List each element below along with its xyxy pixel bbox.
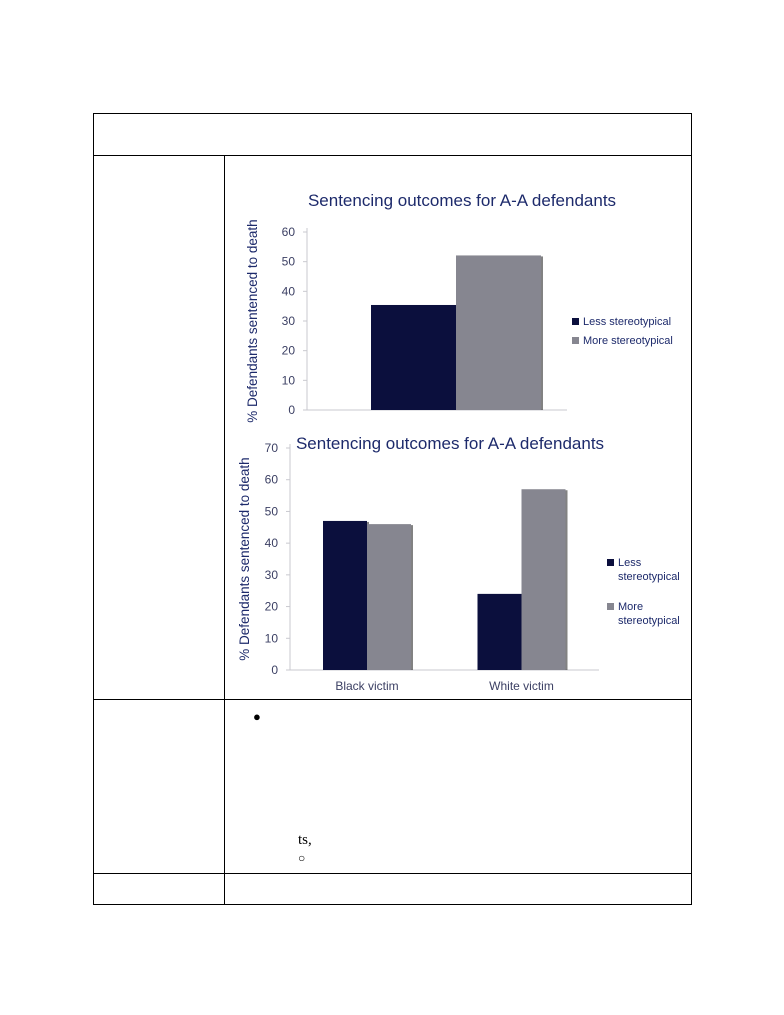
chart-title: Sentencing outcomes for A-A defendants <box>307 191 617 210</box>
legend-label: stereotypical <box>618 615 680 627</box>
y-tick-label: 10 <box>281 373 295 388</box>
legend-label: More stereotypical <box>583 335 673 347</box>
y-tick-label: 70 <box>264 441 278 455</box>
legend-label: Less stereotypical <box>583 316 672 328</box>
y-tick-label: 0 <box>288 403 295 417</box>
x-tick-label: White victim <box>489 679 554 693</box>
bar-less-stereotypical <box>323 521 367 670</box>
chart-by-victim <box>232 430 687 698</box>
chart-overall <box>232 180 687 430</box>
y-tick-label: 30 <box>281 314 295 328</box>
bar-more-stereotypical <box>456 255 541 410</box>
legend-label: More <box>618 601 644 613</box>
legend-swatch <box>607 603 614 610</box>
bullet-filled: ● <box>253 709 261 724</box>
y-tick-label: 60 <box>281 225 295 239</box>
y-axis-label: % Defendants sentenced to death <box>245 219 260 423</box>
y-tick-label: 30 <box>264 567 278 582</box>
legend-swatch <box>572 337 579 344</box>
table-divider <box>94 155 691 156</box>
legend-label: Less <box>618 557 642 569</box>
legend-swatch <box>607 559 614 566</box>
table-column-divider <box>224 155 225 905</box>
y-tick-label: 50 <box>264 504 278 519</box>
table-divider <box>94 699 691 700</box>
chart-overall-svg <box>232 180 687 430</box>
chart-by-victim-svg <box>232 430 687 698</box>
text-fragment: ts, <box>298 832 312 848</box>
y-tick-label: 60 <box>264 472 278 487</box>
y-tick-label: 0 <box>271 663 278 677</box>
y-axis-label: % Defendants sentenced to death <box>237 457 252 661</box>
bar-more-stereotypical <box>367 524 411 670</box>
y-tick-label: 50 <box>281 254 295 269</box>
bar-less-stereotypical <box>371 305 456 410</box>
bar-less-stereotypical <box>478 594 522 670</box>
y-tick-label: 10 <box>264 631 278 646</box>
y-tick-label: 40 <box>264 536 278 551</box>
bar-more-stereotypical <box>522 489 566 670</box>
chart-title: Sentencing outcomes for A-A defendants <box>295 434 605 453</box>
bullet-hollow: ○ <box>298 851 306 865</box>
y-tick-label: 40 <box>281 284 295 299</box>
legend-label: stereotypical <box>618 571 680 583</box>
y-tick-label: 20 <box>281 343 295 358</box>
legend-swatch <box>572 318 579 325</box>
y-tick-label: 20 <box>264 599 278 614</box>
x-tick-label: Black victim <box>335 679 399 693</box>
table-divider <box>94 873 691 874</box>
